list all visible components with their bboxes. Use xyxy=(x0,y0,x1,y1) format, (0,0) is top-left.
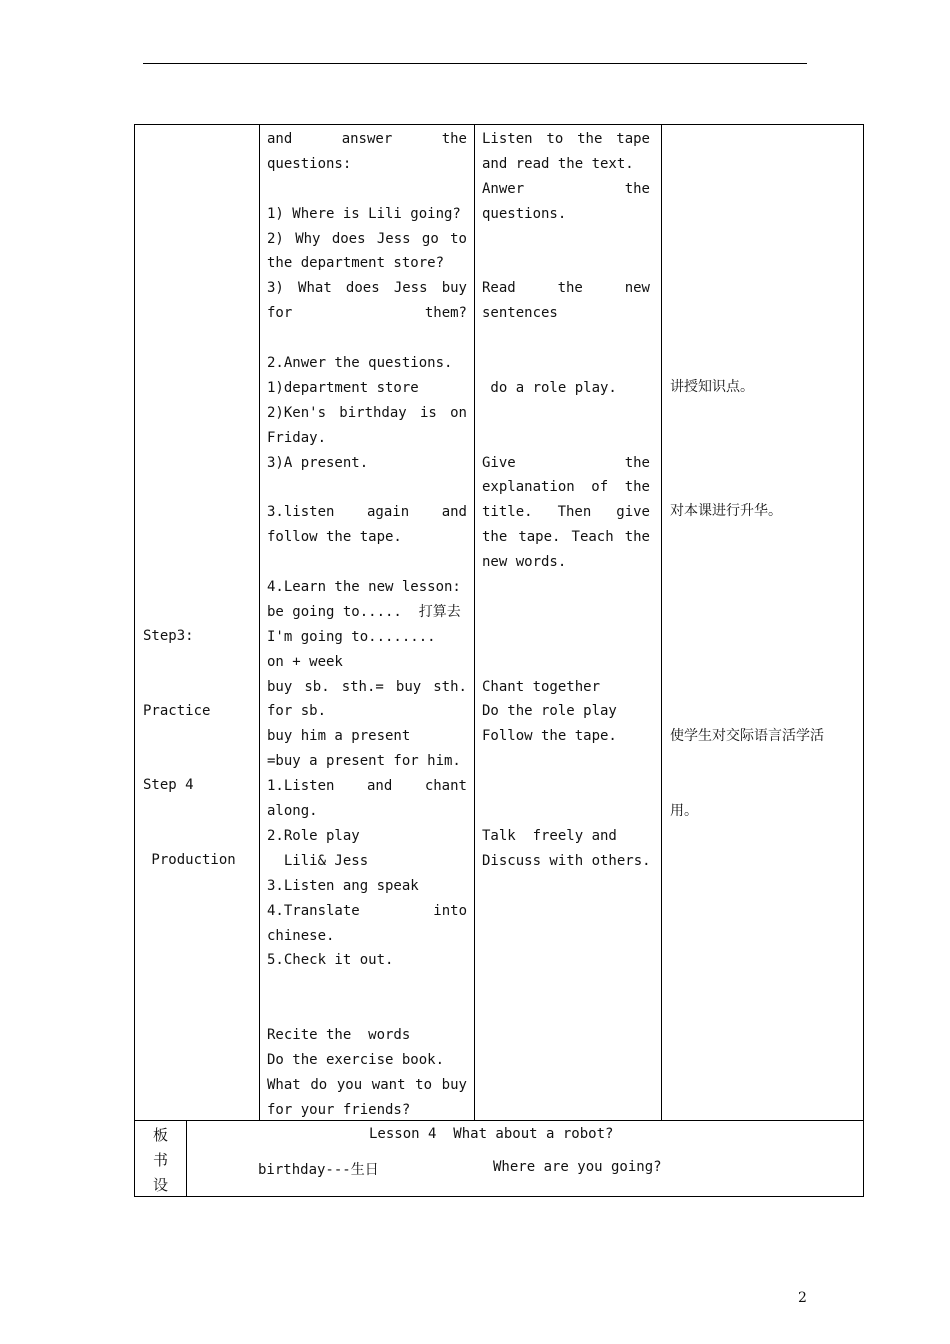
text-line: do a role play. xyxy=(482,379,617,396)
word: buy xyxy=(267,678,293,695)
word: the xyxy=(624,529,650,546)
board-title: Lesson 4 What about a robot? xyxy=(369,1126,614,1142)
word: new xyxy=(624,280,650,297)
word: of xyxy=(591,479,609,496)
word: to xyxy=(450,230,467,247)
text-line: Do the exercise book. xyxy=(267,1051,445,1068)
text-line xyxy=(267,774,467,799)
text-line xyxy=(267,177,467,202)
word: to xyxy=(415,1076,433,1093)
word: the xyxy=(482,529,508,546)
word: 2)Ken's xyxy=(267,404,327,421)
word: them? xyxy=(424,305,467,322)
word: 1.Listen xyxy=(267,778,335,795)
text-line xyxy=(482,227,650,252)
text-line xyxy=(482,774,650,799)
word: the xyxy=(441,131,467,147)
word: on xyxy=(450,404,467,421)
purpose-note-2: 对本课进行升华。 xyxy=(670,503,782,519)
text-line: Lili& Jess xyxy=(267,852,369,869)
text-line xyxy=(482,177,650,202)
word: Anwer xyxy=(482,180,525,197)
word: to xyxy=(546,131,564,147)
text-line xyxy=(267,401,467,426)
word: sth. xyxy=(433,678,467,695)
word: 2) xyxy=(267,230,284,247)
word: does xyxy=(345,280,380,297)
purpose-note-3: 使学生对交际语言活学活 用。 xyxy=(670,727,824,819)
board-sentence: Where are you going? xyxy=(493,1159,662,1175)
text-line xyxy=(267,899,467,924)
word: you xyxy=(336,1076,363,1093)
text-line xyxy=(482,500,650,525)
step4-label: Step 4 Production xyxy=(143,776,236,868)
text-line xyxy=(482,799,650,824)
text-line: Follow the tape. xyxy=(482,728,617,745)
text-line: 4.Learn the new lesson: xyxy=(267,579,461,596)
word: buy xyxy=(395,678,422,695)
word: does xyxy=(331,230,366,247)
word: 3) xyxy=(267,280,284,297)
column-divider xyxy=(661,125,662,1120)
text-line xyxy=(267,550,467,575)
word: Then xyxy=(557,504,592,521)
text-line: for your friends? xyxy=(267,1101,411,1118)
text-line xyxy=(482,326,650,351)
word: answer xyxy=(341,131,393,147)
word: the xyxy=(624,180,650,197)
word: and xyxy=(441,504,467,521)
page-number: 2 xyxy=(798,1290,807,1306)
word: sb. xyxy=(304,678,330,695)
word: go xyxy=(421,230,439,247)
text-line xyxy=(267,1073,467,1098)
text-line: I'm going to........ xyxy=(267,628,436,645)
text-line xyxy=(482,401,650,426)
header-rule xyxy=(143,63,807,64)
word: sth.= xyxy=(341,678,384,695)
text-line xyxy=(267,500,467,525)
board-design-label: 板 书 设 xyxy=(135,1121,187,1196)
text-line: Do the role play xyxy=(482,703,617,720)
text-line xyxy=(482,625,650,650)
text-line: Talk freely and xyxy=(482,827,617,844)
text-line: new words. xyxy=(482,554,567,571)
text-line: 2.Role play xyxy=(267,827,360,844)
teacher-activities xyxy=(267,127,467,1123)
word: 3.listen xyxy=(267,504,335,521)
word: Listen xyxy=(482,131,533,147)
student-activities xyxy=(482,127,650,874)
text-line xyxy=(482,600,650,625)
lesson-plan-table xyxy=(134,124,864,1121)
text-line: for sb. xyxy=(267,703,327,720)
text-line: be going to..... 打算去 xyxy=(267,603,461,620)
text-line xyxy=(267,276,467,301)
word: What xyxy=(298,280,332,297)
text-line: and read the text. xyxy=(482,155,634,172)
word: tape. xyxy=(518,529,561,546)
text-line: 2.Anwer the questions. xyxy=(267,355,453,372)
word: the xyxy=(557,280,583,297)
text-line xyxy=(482,251,650,276)
text-line xyxy=(482,127,650,152)
word: What xyxy=(267,1076,301,1093)
text-line: Recite the words xyxy=(267,1027,411,1044)
word: buy xyxy=(441,280,467,297)
text-line: 3)A present. xyxy=(267,454,369,471)
text-line: =buy a present for him. xyxy=(267,753,461,770)
board-vocab: birthday---生日 xyxy=(258,1162,379,1178)
text-line: 1)department store xyxy=(267,379,419,396)
text-line: on + week xyxy=(267,653,343,670)
text-line: sentences xyxy=(482,305,558,322)
text-line xyxy=(482,451,650,476)
word: buy xyxy=(441,1076,467,1093)
step3-label: Step3: Practice xyxy=(143,627,211,719)
word: the xyxy=(577,131,603,147)
text-line: 1) Where is Lili going? xyxy=(267,205,461,222)
text-line: the department store? xyxy=(267,255,445,272)
text-line: follow the tape. xyxy=(267,529,402,546)
text-line xyxy=(267,227,467,252)
text-line xyxy=(482,351,650,376)
text-line xyxy=(267,475,467,500)
text-line xyxy=(267,301,467,326)
purpose-note-1: 讲授知识点。 xyxy=(670,379,754,395)
text-line xyxy=(482,575,650,600)
text-line xyxy=(267,998,467,1023)
word: and xyxy=(267,131,293,147)
text-line xyxy=(267,973,467,998)
word: want xyxy=(371,1076,406,1093)
word: give xyxy=(616,504,650,521)
word: birthday xyxy=(339,404,407,421)
text-line: 5.Check it out. xyxy=(267,952,394,969)
text-line: questions: xyxy=(267,155,352,172)
text-line: questions. xyxy=(482,205,567,222)
word: the xyxy=(624,454,650,471)
word: the xyxy=(624,479,650,496)
text-line: Chant together xyxy=(482,678,601,695)
word: Read xyxy=(482,280,516,297)
text-line xyxy=(482,276,650,301)
text-line: Discuss with others. xyxy=(482,852,651,869)
word: 4.Translate xyxy=(267,902,360,919)
word: do xyxy=(310,1076,328,1093)
text-line: along. xyxy=(267,803,318,820)
text-line xyxy=(267,326,467,351)
text-line: Friday. xyxy=(267,429,327,446)
word: into xyxy=(433,902,467,919)
text-line: buy him a present xyxy=(267,728,411,745)
word: for xyxy=(267,305,293,322)
column-divider xyxy=(474,125,475,1120)
text-line xyxy=(267,127,467,152)
word: title. xyxy=(482,504,533,521)
word: Why xyxy=(295,230,321,247)
text-line: chinese. xyxy=(267,927,335,944)
word: Give xyxy=(482,454,516,471)
word: tape xyxy=(616,131,650,147)
word: explanation xyxy=(482,479,575,496)
word: Teach xyxy=(571,529,614,546)
word: Jess xyxy=(376,230,411,247)
word: Jess xyxy=(393,280,428,297)
board-design-table xyxy=(134,1120,864,1197)
text-line xyxy=(267,675,467,700)
word: and xyxy=(366,778,393,795)
text-line xyxy=(482,525,650,550)
word: is xyxy=(419,404,437,421)
text-line xyxy=(482,749,650,774)
text-line: 3.Listen ang speak xyxy=(267,877,419,894)
text-line xyxy=(482,426,650,451)
text-line xyxy=(482,650,650,675)
text-line xyxy=(482,475,650,500)
word: again xyxy=(366,504,410,521)
column-divider xyxy=(259,125,260,1120)
word: chant xyxy=(424,778,467,795)
